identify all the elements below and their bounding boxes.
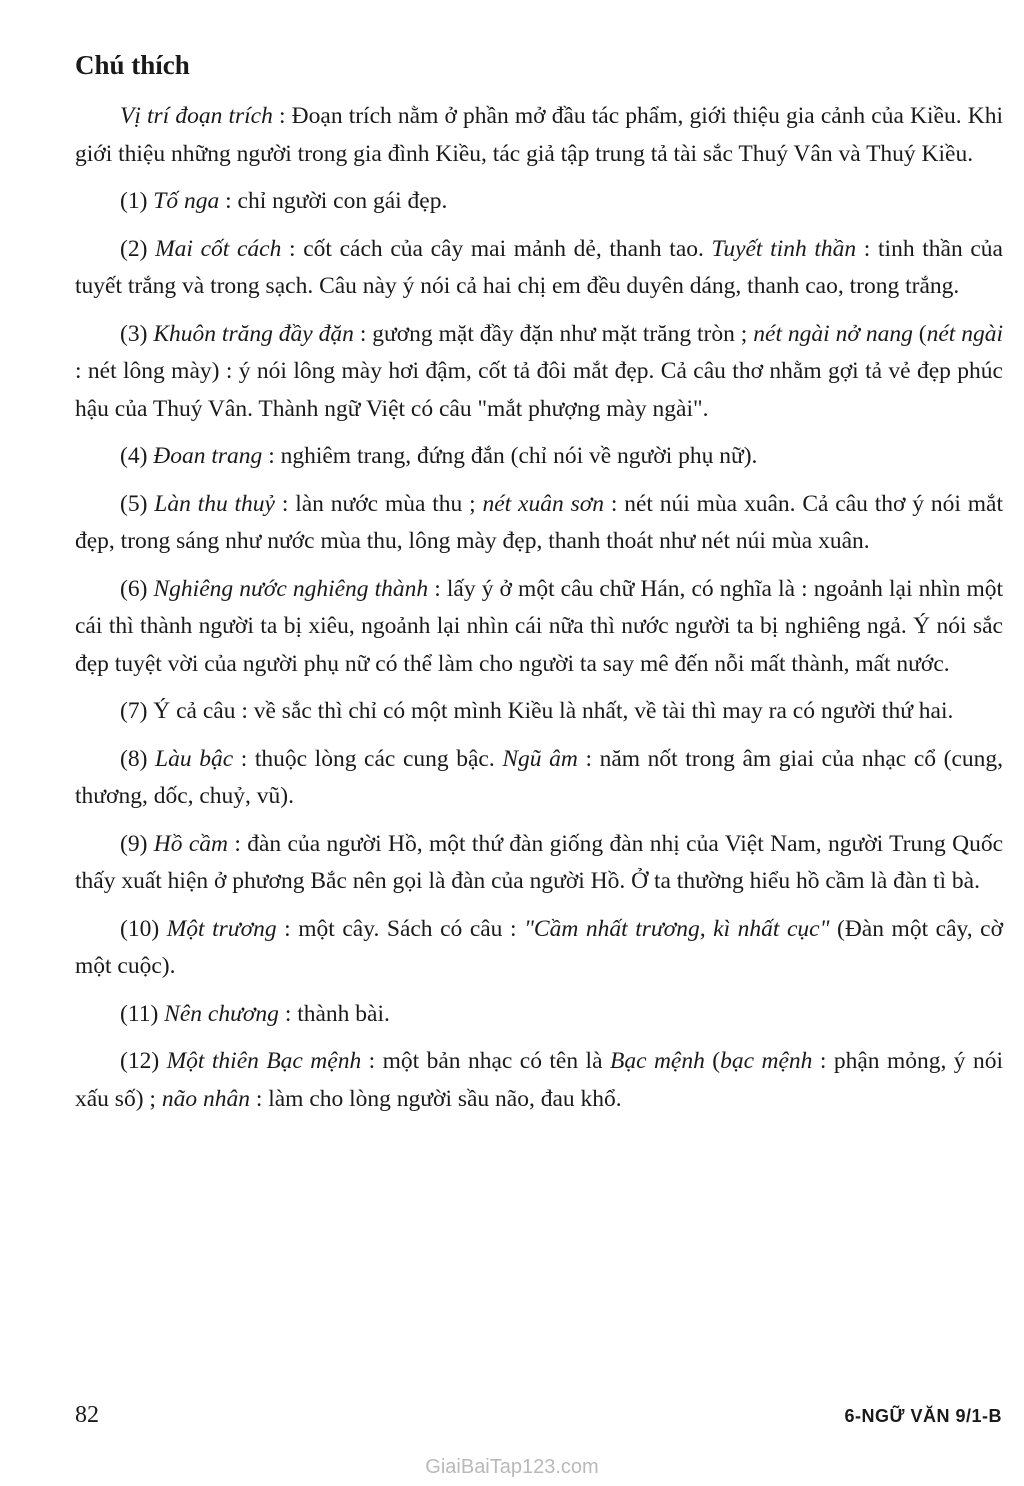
annotation-term: Một thiên Bạc mệnh xyxy=(166,1048,362,1074)
annotation-text: ( xyxy=(704,1048,721,1074)
annotation-term: Vị trí đoạn trích xyxy=(120,103,273,129)
annotation-item xyxy=(75,826,1003,901)
annotation-item xyxy=(75,741,1003,816)
annotation-term: Làu bậc xyxy=(155,745,234,772)
annotation-text: : thành bài. xyxy=(278,1000,390,1027)
annotation-text: : nét lông mày) : ý nói lông mày hơi đậm, cốt tả đôi mắt đẹp. Cả câu thơ nhằm gợi tả vẻ đẹp phúc hậu của Thuý Vân. Thành ngữ Việt có câu "mắt phượng mày ngài". xyxy=(75,358,1003,422)
site-watermark: GiaiBaiTap123.com xyxy=(425,1456,599,1478)
annotation-item xyxy=(75,1043,1003,1118)
annotation-item xyxy=(75,231,1003,306)
annotation-text: (6) xyxy=(120,575,154,602)
annotation-term: Nên chương xyxy=(164,1000,279,1027)
annotation-text: (12) xyxy=(120,1048,167,1074)
annotation-text: ( xyxy=(912,320,927,347)
annotation-text: : một bản nhạc có tên là xyxy=(361,1048,610,1074)
annotation-term: Làn thu thuỷ xyxy=(154,490,275,517)
annotation-text: : nghiêm trang, đứng đắn (chỉ nói về người phụ nữ). xyxy=(262,443,758,469)
section-heading: Chú thích xyxy=(75,50,190,80)
annotation-term: Một trương xyxy=(166,915,277,942)
book-code: 6-NGỮ VĂN 9/1-B xyxy=(844,1406,1002,1426)
annotation-text: (2) xyxy=(120,235,156,262)
annotation-item xyxy=(75,911,1003,986)
annotation-text: : năm nốt trong âm giai của nhạc cổ (cung, thương, dốc, chuỷ, vũ). xyxy=(75,745,1003,809)
annotation-term: não nhân xyxy=(161,1085,250,1112)
annotation-text: : nét núi mùa xuân. Cả câu thơ ý nói mắt đẹp, trong sáng như nước mùa thu, lông mày đẹp, thanh thoát như nét núi mùa xuân. xyxy=(75,490,1003,554)
annotation-text: (1) xyxy=(120,188,154,214)
annotation-term: Hồ cầm xyxy=(153,830,228,857)
annotation-term: "Cầm nhất trương, kì nhất cục" xyxy=(524,915,830,942)
annotation-term: Tuyết tinh thần xyxy=(711,235,857,262)
annotation-text: : đàn của người Hồ, một thứ đàn giống đàn nhị của Việt Nam, người Trung Quốc thấy xuất hiện ở phương Bắc nên gọi là đàn của người Hồ. Ở ta thường hiểu hồ cầm là đàn tì bà. xyxy=(75,830,1003,894)
annotation-text: (Đàn một cây, cờ một cuộc). xyxy=(75,915,1004,979)
annotation-text: (7) Ý cả câu : về sắc thì chỉ có một mình Kiều là nhất, về tài thì may ra có người thứ hai. xyxy=(120,698,954,724)
annotation-text: : tinh thần của tuyết trắng và trong sạch. Câu này ý nói cả hai chị em đều duyên dáng, thanh cao, trong trắng. xyxy=(75,235,1003,299)
annotation-term: Tố nga xyxy=(153,188,220,214)
annotation-term: Đoan trang xyxy=(153,443,263,469)
annotation-text: (5) xyxy=(120,490,155,517)
annotation-item xyxy=(75,571,1003,684)
annotation-text: : chỉ người con gái đẹp. xyxy=(219,188,448,214)
intro-paragraph xyxy=(75,98,1003,173)
annotation-item xyxy=(75,316,1003,429)
annotation-text: (9) xyxy=(120,830,154,857)
annotation-text: (11) xyxy=(120,1000,165,1027)
annotation-term: Mai cốt cách xyxy=(155,235,282,262)
annotation-text: : cốt cách của cây mai mảnh dẻ, thanh tao. xyxy=(281,235,712,262)
annotation-term: Khuôn trăng đầy đặn xyxy=(153,320,354,347)
annotation-term: bạc mệnh xyxy=(720,1048,813,1074)
annotation-text: (10) xyxy=(120,915,167,942)
annotation-text: : lấy ý ở một câu chữ Hán, có nghĩa là : ngoảnh lại nhìn một cái thì thành người ta bị xiêu, ngoảnh lại nhìn cái nữa thì nước người ta bị nghiêng ngả. Ý nói sắc đẹp tuyệt vời của người phụ nữ có thể làm cho người ta say mê đến nỗi mất thành, mất nước. xyxy=(75,575,1004,677)
annotation-term: Bạc mệnh xyxy=(609,1048,705,1074)
page-number: 82 xyxy=(75,1402,99,1428)
annotation-item xyxy=(75,486,1003,561)
annotation-item xyxy=(75,183,1003,221)
annotation-text: : một cây. Sách có câu : xyxy=(276,915,525,942)
annotation-text: (8) xyxy=(120,745,156,772)
annotation-text: : Đoạn trích nằm ở phần mở đầu tác phẩm, giới thiệu gia cảnh của Kiều. Khi giới thiệu những người trong gia đình Kiều, tác giả tập trung tả tài sắc Thuý Vân và Thuý Kiều. xyxy=(75,103,1003,167)
annotation-term: Nghiêng nước nghiêng thành xyxy=(153,575,429,602)
annotation-text: : phận mỏng, ý nói xấu số) ; xyxy=(75,1048,1004,1112)
annotation-term: nét ngài nở nang xyxy=(753,320,913,347)
annotation-term: nét xuân sơn xyxy=(482,490,605,517)
annotation-list xyxy=(75,98,1003,1118)
annotation-text: (4) xyxy=(120,443,154,469)
annotation-text: : làm cho lòng người sầu não, đau khổ. xyxy=(249,1085,622,1112)
annotation-text: : thuộc lòng các cung bậc. xyxy=(233,745,503,772)
annotation-term: Ngũ âm xyxy=(502,745,578,772)
annotation-item xyxy=(75,693,1003,731)
annotation-term: nét ngài xyxy=(926,320,1004,347)
annotation-text: : gương mặt đầy đặn như mặt trăng tròn ; xyxy=(353,320,754,347)
annotation-item xyxy=(75,438,1003,476)
annotation-text: : làn nước mùa thu ; xyxy=(275,490,483,517)
annotation-item xyxy=(75,996,1003,1034)
annotation-text: (3) xyxy=(120,320,154,347)
